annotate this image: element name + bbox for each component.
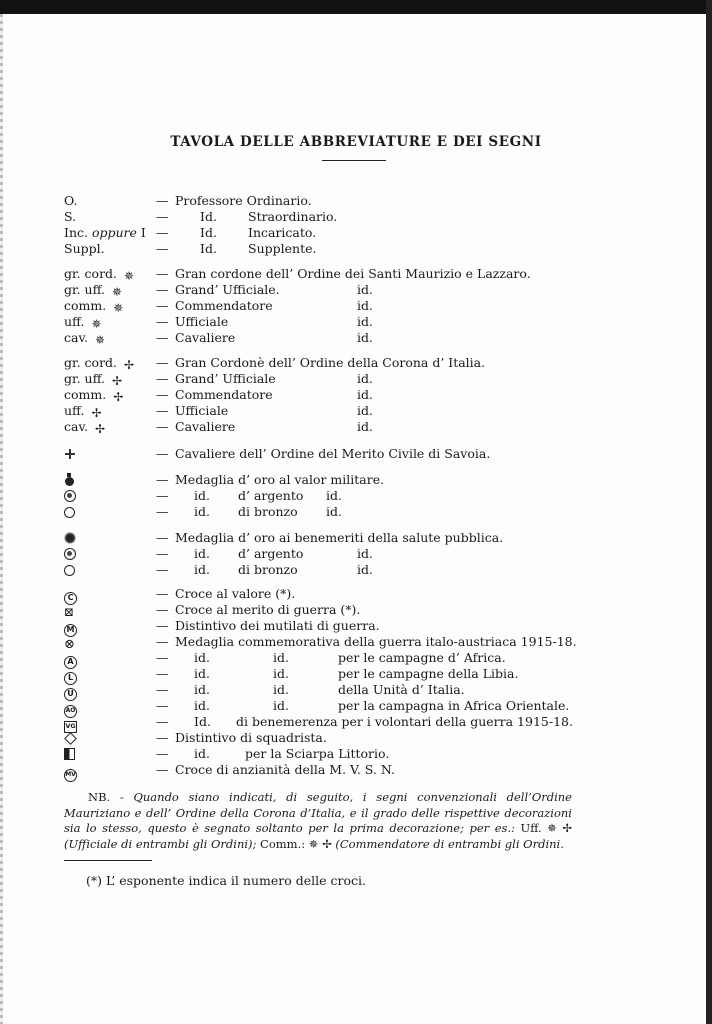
abbr-meaning-detail: per le campagne d’ Africa. bbox=[338, 650, 506, 665]
nb-text: Quando siano indicati, di seguito, i segni convenzionali dell’Ordine Mauriziano e dell’ Ordine della Corona d’Italia, e il grado delle rispettive decorazioni sia lo stesso, questo è segnato soltanto per la prima decorazione; per es.: bbox=[64, 790, 572, 835]
abbr-label bbox=[64, 530, 76, 546]
abbr-meaning: Ufficiale bbox=[175, 403, 229, 418]
crown-cross-icon: ✢ bbox=[322, 836, 332, 851]
abbr-label: S. bbox=[64, 209, 77, 224]
maurician-cross-icon: ✵ bbox=[111, 285, 123, 299]
abbr-meaning: Id. bbox=[200, 209, 217, 224]
abbr-label bbox=[64, 446, 76, 462]
maurician-cross-icon: ✵ bbox=[124, 269, 135, 283]
dash: — bbox=[156, 530, 169, 545]
dash: — bbox=[156, 330, 169, 345]
bronze-medal-icon bbox=[64, 507, 75, 518]
dash: — bbox=[156, 446, 169, 461]
abbr-meaning-detail: della Unità d’ Italia. bbox=[338, 682, 465, 697]
abbr-meaning-detail: id. bbox=[326, 488, 342, 503]
abbr-label: Suppl. bbox=[64, 241, 105, 256]
abbr-meaning-detail: id. bbox=[357, 282, 373, 297]
dash: — bbox=[156, 714, 169, 729]
abbr-meaning-detail: id. bbox=[357, 314, 373, 329]
war-valor-cross-icon: C bbox=[64, 592, 77, 605]
abbr-meaning-detail: d’ argento bbox=[238, 546, 304, 561]
dash: — bbox=[156, 562, 169, 577]
abbr-meaning: Croce di anzianità della M. V. S. N. bbox=[175, 762, 395, 777]
abbr-meaning: id. bbox=[194, 746, 210, 761]
gold-medal-icon bbox=[64, 473, 74, 486]
crown-cross-icon: ✢ bbox=[562, 821, 572, 835]
abbr-meaning: Commendatore bbox=[175, 387, 273, 402]
abbr-meaning-detail: id. bbox=[357, 298, 373, 313]
abbr-meaning-detail: id. bbox=[273, 666, 289, 681]
abbr-meaning-detail: per le campagne della Libia. bbox=[338, 666, 519, 681]
abbr-meaning: id. bbox=[194, 546, 210, 561]
dash: — bbox=[156, 403, 169, 418]
page-title: TAVOLA DELLE ABBREVIATURE E DEI SEGNI bbox=[170, 134, 542, 150]
abbr-meaning-detail: per la Sciarpa Littorio. bbox=[245, 746, 390, 761]
maurician-cross-icon: ✵ bbox=[94, 333, 106, 347]
dash: — bbox=[156, 730, 169, 745]
dash: — bbox=[156, 355, 169, 370]
abbr-meaning-detail: id. bbox=[357, 403, 373, 418]
abbr-label: gr. cord. ✢ bbox=[64, 355, 135, 372]
abbr-meaning: id. bbox=[194, 650, 210, 665]
abbr-label: cav. ✵ bbox=[64, 330, 106, 347]
abbr-meaning-detail: di bronzo bbox=[238, 504, 298, 519]
dash: — bbox=[156, 472, 169, 487]
abbr-label bbox=[64, 546, 76, 562]
crown-cross-icon: ✢ bbox=[111, 374, 123, 388]
abbr-meaning: id. bbox=[194, 666, 210, 681]
dash: — bbox=[156, 387, 169, 402]
abbr-meaning-detail: d’ argento bbox=[238, 488, 304, 503]
commemorative-medal-icon: ⊗ bbox=[64, 637, 75, 652]
abbr-meaning: Id. bbox=[200, 225, 217, 240]
abbr-meaning: Medaglia d’ oro ai benemeriti della salute pubblica. bbox=[175, 530, 504, 545]
title-rule bbox=[322, 160, 386, 161]
abbr-meaning-detail: id. bbox=[273, 650, 289, 665]
abbr-label: gr. cord. ✵ bbox=[64, 266, 135, 283]
abbr-meaning-detail: id. bbox=[357, 546, 373, 561]
dash: — bbox=[156, 282, 169, 297]
nb-label: NB. - bbox=[88, 790, 124, 804]
abbr-meaning: Medaglia commemorativa della guerra italo-austriaca 1915-18. bbox=[175, 634, 577, 649]
dash: — bbox=[156, 762, 169, 777]
abbr-meaning: Ufficiale bbox=[175, 314, 229, 329]
abbr-meaning: Gran cordone dell’ Ordine dei Santi Maurizio e Lazzaro. bbox=[175, 266, 531, 281]
abbr-meaning: Id. bbox=[200, 241, 217, 256]
dash: — bbox=[156, 586, 169, 601]
crown-cross-icon: ✢ bbox=[124, 358, 135, 372]
nb-text: (Ufficiale di entrambi gli Ordini); bbox=[64, 836, 261, 851]
abbr-meaning: Gran Cordonè dell’ Ordine della Corona d’ Italia. bbox=[175, 355, 486, 370]
footnote-rule bbox=[64, 860, 152, 861]
abbr-label bbox=[64, 746, 75, 762]
abbr-meaning: id. bbox=[194, 488, 210, 503]
abbr-meaning: Cavaliere dell’ Ordine del Merito Civile di Savoia. bbox=[175, 446, 491, 461]
east-africa-campaign-medal-icon: AO bbox=[64, 705, 77, 718]
dash: — bbox=[156, 298, 169, 313]
health-silver-medal-icon bbox=[64, 548, 76, 560]
war-merit-cross-icon: ⊠ bbox=[64, 605, 75, 619]
abbr-meaning-detail: di bronzo bbox=[238, 562, 298, 577]
dash: — bbox=[156, 266, 169, 281]
dash: — bbox=[156, 666, 169, 681]
abbr-label: comm. ✢ bbox=[64, 387, 124, 404]
abbr-meaning: Croce al merito di guerra (*). bbox=[175, 602, 361, 617]
abbr-meaning-detail: id. bbox=[326, 504, 342, 519]
crown-cross-icon: ✢ bbox=[94, 422, 106, 436]
abbr-meaning: Commendatore bbox=[175, 298, 273, 313]
dash: — bbox=[156, 602, 169, 617]
abbr-meaning: Distintivo di squadrista. bbox=[175, 730, 327, 745]
civil-merit-cross-icon bbox=[64, 448, 76, 460]
abbr-meaning-detail: per la campagna in Africa Orientale. bbox=[338, 698, 570, 713]
maurician-cross-icon: ✵ bbox=[308, 836, 319, 851]
scan-top-edge bbox=[0, 0, 712, 14]
africa-campaign-medal-icon: A bbox=[64, 656, 77, 669]
abbr-meaning: Grand’ Ufficiale bbox=[175, 371, 276, 386]
abbr-label bbox=[64, 488, 76, 504]
abbr-label: uff. ✵ bbox=[64, 314, 102, 331]
health-gold-medal-icon bbox=[64, 532, 76, 544]
nota-bene-paragraph bbox=[64, 790, 572, 852]
abbr-meaning-detail: Straordinario. bbox=[248, 209, 338, 224]
abbr-label: gr. uff. ✵ bbox=[64, 282, 123, 299]
abbr-meaning: Id. bbox=[194, 714, 211, 729]
abbr-meaning: Cavaliere bbox=[175, 419, 236, 434]
abbr-meaning: Medaglia d’ oro al valor militare. bbox=[175, 472, 385, 487]
abbr-meaning-detail: id. bbox=[357, 330, 373, 345]
dash: — bbox=[156, 241, 169, 256]
abbr-label: uff. ✢ bbox=[64, 403, 102, 420]
abbr-label bbox=[64, 472, 74, 488]
abbr-label: cav. ✢ bbox=[64, 419, 106, 436]
abbr-meaning: Cavaliere bbox=[175, 330, 236, 345]
maurician-cross-icon: ✵ bbox=[91, 317, 102, 331]
abbr-label: gr. uff. ✢ bbox=[64, 371, 123, 388]
abbr-meaning-detail: id. bbox=[357, 387, 373, 402]
abbr-meaning: Professore Ordinario. bbox=[175, 193, 312, 208]
footnote: (*) L’ esponente indica il numero delle croci. bbox=[86, 873, 366, 888]
dash: — bbox=[156, 193, 169, 208]
abbr-label bbox=[64, 762, 77, 782]
dash: — bbox=[156, 488, 169, 503]
abbr-label bbox=[64, 504, 75, 520]
dash: — bbox=[156, 371, 169, 386]
dash: — bbox=[156, 419, 169, 434]
abbr-meaning-detail: id. bbox=[273, 698, 289, 713]
dash: — bbox=[156, 698, 169, 713]
abbr-meaning: Grand’ Ufficiale. bbox=[175, 282, 280, 297]
dash: — bbox=[156, 504, 169, 519]
abbr-meaning-detail: id. bbox=[357, 419, 373, 434]
dash: — bbox=[156, 746, 169, 761]
abbr-meaning-detail: id. bbox=[273, 682, 289, 697]
dash: — bbox=[156, 209, 169, 224]
abbr-meaning: id. bbox=[194, 504, 210, 519]
littorio-sash-badge-icon bbox=[64, 748, 75, 760]
dash: — bbox=[156, 650, 169, 665]
abbr-meaning-detail: di benemerenza per i volontari della guerra 1915-18. bbox=[236, 714, 573, 729]
scan-right-edge bbox=[706, 0, 712, 1024]
scan-left-edge bbox=[0, 14, 3, 1024]
nb-text: (Commendatore di entrambi gli Ordini. bbox=[331, 836, 564, 851]
abbr-meaning-detail: id. bbox=[357, 562, 373, 577]
volunteers-merit-medal-icon: VG bbox=[64, 721, 77, 733]
health-bronze-medal-icon bbox=[64, 565, 75, 576]
abbr-label: O. bbox=[64, 193, 78, 208]
abbr-meaning: id. bbox=[194, 682, 210, 697]
dash: — bbox=[156, 634, 169, 649]
crown-cross-icon: ✢ bbox=[91, 406, 102, 420]
libya-campaign-medal-icon: L bbox=[64, 672, 77, 685]
nb-example: Comm.: bbox=[260, 836, 306, 851]
abbr-meaning-detail: Incaricato. bbox=[248, 225, 317, 240]
crown-cross-icon: ✢ bbox=[113, 390, 124, 404]
abbr-meaning-detail: id. bbox=[357, 371, 373, 386]
abbr-label bbox=[64, 602, 76, 618]
abbr-meaning: id. bbox=[194, 698, 210, 713]
abbr-meaning-detail: Supplente. bbox=[248, 241, 317, 256]
abbr-label: comm. ✵ bbox=[64, 298, 124, 315]
dash: — bbox=[156, 682, 169, 697]
silver-medal-icon bbox=[64, 490, 76, 502]
maurician-cross-icon: ✵ bbox=[113, 301, 124, 315]
abbr-label bbox=[64, 730, 77, 746]
abbr-label: Inc. oppure I bbox=[64, 225, 146, 240]
dash: — bbox=[156, 546, 169, 561]
dash: — bbox=[156, 618, 169, 633]
mvsn-seniority-cross-icon: MV bbox=[64, 769, 77, 782]
nb-example: Uff. bbox=[520, 821, 542, 835]
abbr-label bbox=[64, 634, 76, 651]
abbr-meaning: id. bbox=[194, 562, 210, 577]
abbr-meaning: Croce al valore (*). bbox=[175, 586, 296, 601]
squadrist-badge-icon bbox=[64, 732, 77, 745]
abbr-meaning: Distintivo dei mutilati di guerra. bbox=[175, 618, 380, 633]
dash: — bbox=[156, 225, 169, 240]
italian-unity-medal-icon: U bbox=[64, 688, 77, 701]
dash: — bbox=[156, 314, 169, 329]
war-mutilated-badge-icon: M bbox=[64, 624, 77, 637]
maurician-cross-icon: ✵ bbox=[547, 821, 557, 835]
abbr-label bbox=[64, 562, 75, 578]
